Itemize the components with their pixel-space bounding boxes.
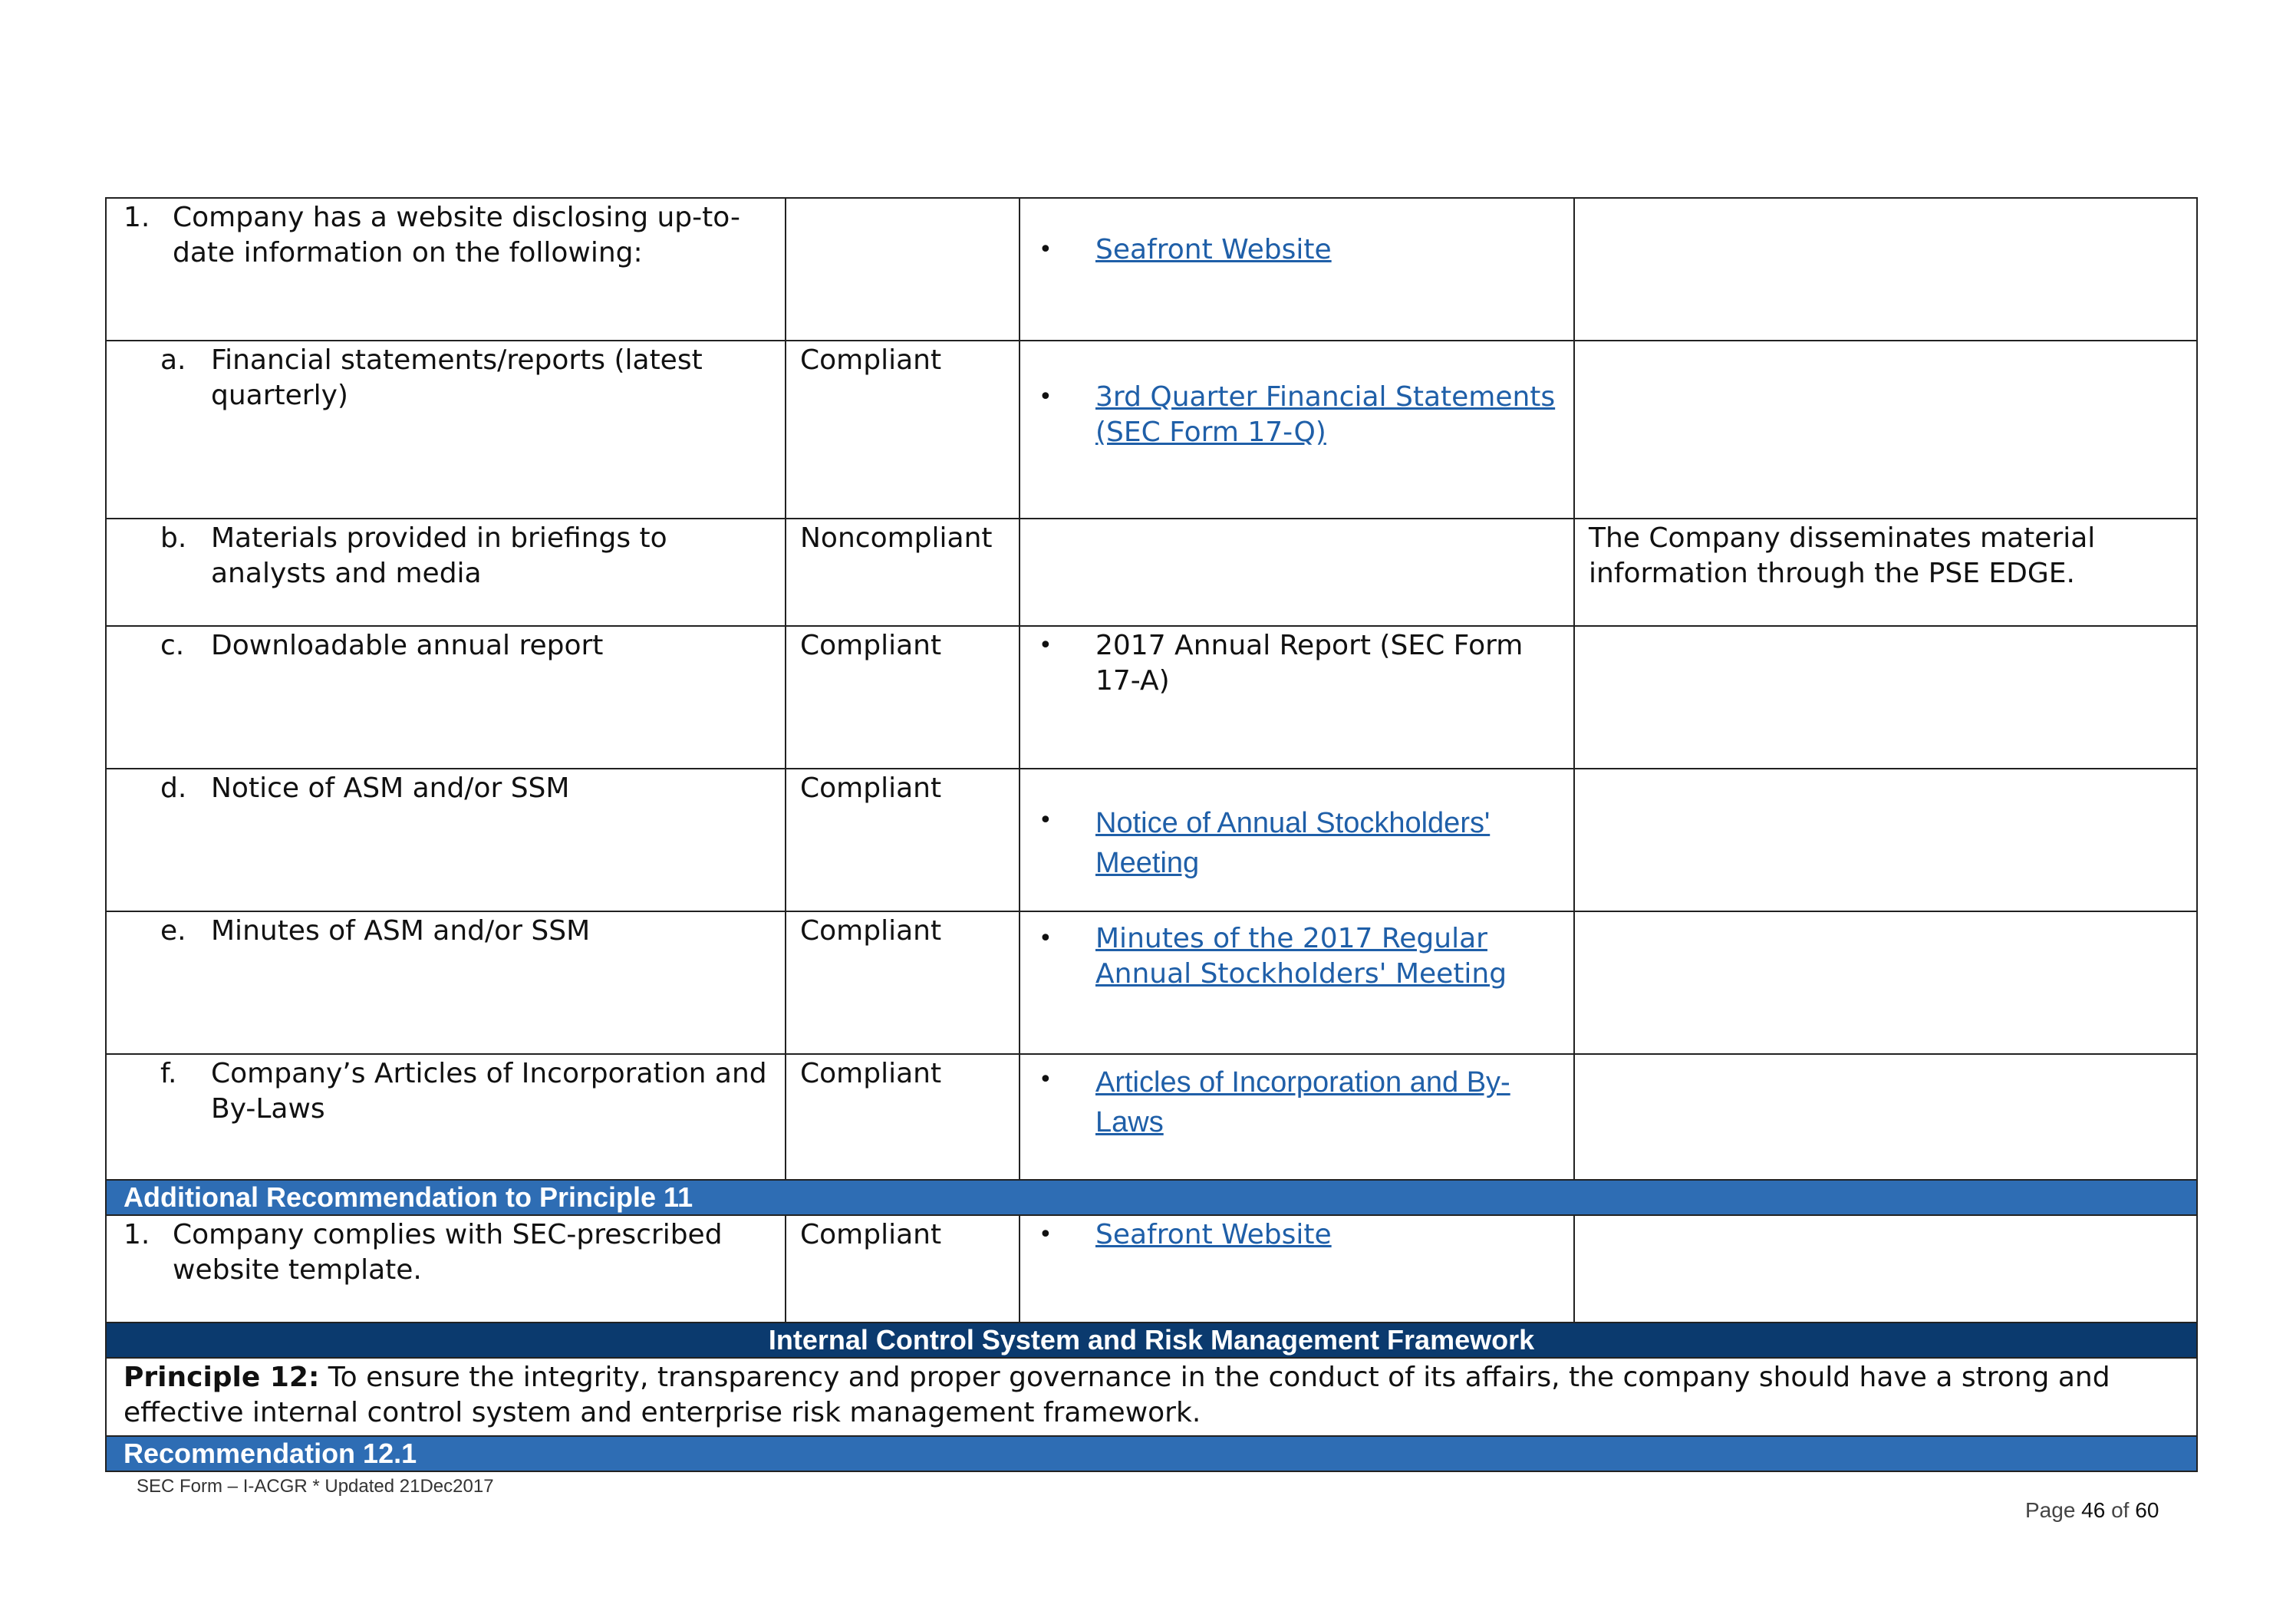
financial-statements-link[interactable]: 3rd Quarter Financial Statements (SEC Form 17-Q) — [1095, 381, 1556, 448]
item-text: Notice of ASM and/or SSM — [211, 772, 570, 804]
recommendation-cell — [106, 519, 786, 626]
recommendation-cell — [106, 1054, 786, 1180]
item-letter: d. — [160, 772, 187, 804]
status-cell: Compliant — [786, 1054, 1020, 1180]
annual-report-text: 2017 Annual Report (SEC Form 17-A) — [1095, 630, 1524, 697]
recommendation-band — [106, 1436, 2197, 1471]
evidence-cell — [1020, 1054, 1574, 1180]
item-text: Company complies with SEC-prescribed website template. — [173, 1219, 723, 1286]
bullet-icon: • — [1039, 1066, 1052, 1093]
table-row — [106, 769, 2197, 911]
additional-recommendation-band — [106, 1180, 2197, 1215]
current-page: 46 — [2081, 1498, 2106, 1522]
table-row — [106, 341, 2197, 519]
recommendation-cell — [106, 198, 786, 341]
page-number — [2025, 1498, 2159, 1523]
item-text: Minutes of ASM and/or SSM — [211, 915, 591, 947]
bullet-icon: • — [1039, 1221, 1052, 1248]
principle-text: To ensure the integrity, transparency and proper governance in the conduct of its affairs, the company should have a strong and effective internal control system and enterprise risk management framework. — [124, 1362, 2110, 1428]
seafront-website-link[interactable]: Seafront Website — [1095, 1219, 1332, 1250]
status-cell: Compliant — [786, 911, 1020, 1054]
status-cell: Noncompliant — [786, 519, 1020, 626]
explanation-cell: The Company disseminates material information through the PSE EDGE. — [1574, 519, 2197, 626]
page-of: of — [2105, 1498, 2136, 1522]
explanation-cell — [1574, 911, 2197, 1054]
item-letter: f. — [160, 1058, 177, 1089]
form-footer: SEC Form – I-ACGR * Updated 21Dec2017 — [137, 1476, 494, 1497]
table-row — [106, 1054, 2197, 1180]
minutes-asm-link[interactable]: Minutes of the 2017 Regular Annual Stockholders' Meeting — [1095, 923, 1507, 990]
status-cell: Compliant — [786, 626, 1020, 769]
notice-asm-link[interactable]: Notice of Annual Stockholders' Meeting — [1095, 807, 1491, 879]
governance-table — [105, 197, 2198, 1472]
principle-label: Principle 12: — [124, 1362, 320, 1393]
item-letter: e. — [160, 915, 186, 947]
evidence-cell — [1020, 911, 1574, 1054]
principle-cell — [106, 1358, 2197, 1436]
bullet-icon: • — [1039, 807, 1052, 834]
recommendation-cell — [106, 769, 786, 911]
recommendation-cell — [106, 341, 786, 519]
table-row — [106, 198, 2197, 341]
recommendation-cell — [106, 626, 786, 769]
bullet-icon: • — [1039, 632, 1052, 659]
table-row — [106, 519, 2197, 626]
status-cell: Compliant — [786, 1215, 1020, 1323]
status-cell: Compliant — [786, 341, 1020, 519]
evidence-cell — [1020, 769, 1574, 911]
section-header-band — [106, 1323, 2197, 1358]
explanation-cell — [1574, 626, 2197, 769]
item-text: Materials provided in briefings to analysts and media — [211, 522, 667, 589]
evidence-cell — [1020, 1215, 1574, 1323]
table-row — [106, 911, 2197, 1054]
band-title: Additional Recommendation to Principle 11 — [106, 1180, 2197, 1215]
explanation-cell — [1574, 198, 2197, 341]
evidence-cell — [1020, 198, 1574, 341]
explanation-cell — [1574, 1054, 2197, 1180]
item-text: Company has a website disclosing up-to-date information on the following: — [173, 202, 740, 268]
item-text: Financial statements/reports (latest quarterly) — [211, 344, 703, 411]
item-number: 1. — [124, 1219, 150, 1250]
table-row — [106, 626, 2197, 769]
principle-row — [106, 1358, 2197, 1436]
explanation-cell — [1574, 341, 2197, 519]
explanation-cell — [1574, 769, 2197, 911]
recommendation-cell — [106, 911, 786, 1054]
item-text: Downloadable annual report — [211, 630, 604, 661]
item-number: 1. — [124, 202, 150, 233]
item-letter: b. — [160, 522, 187, 554]
seafront-website-link[interactable]: Seafront Website — [1095, 234, 1332, 265]
recommendation-cell — [106, 1215, 786, 1323]
item-text: Company’s Articles of Incorporation and By-Laws — [211, 1058, 767, 1125]
bullet-icon: • — [1039, 384, 1052, 410]
bullet-icon: • — [1039, 925, 1052, 952]
total-pages: 60 — [2135, 1498, 2159, 1522]
evidence-cell — [1020, 519, 1574, 626]
band-title: Recommendation 12.1 — [106, 1436, 2197, 1471]
section-title: Internal Control System and Risk Management Framework — [106, 1323, 2197, 1358]
articles-link[interactable]: Articles of Incorporation and By-Laws — [1095, 1066, 1510, 1138]
status-cell — [786, 198, 1020, 341]
evidence-cell — [1020, 626, 1574, 769]
item-letter: c. — [160, 630, 185, 661]
page-prefix: Page — [2025, 1498, 2082, 1522]
bullet-icon: • — [1039, 236, 1052, 263]
table-row — [106, 1215, 2197, 1323]
evidence-cell — [1020, 341, 1574, 519]
item-letter: a. — [160, 344, 186, 376]
explanation-cell — [1574, 1215, 2197, 1323]
status-cell: Compliant — [786, 769, 1020, 911]
